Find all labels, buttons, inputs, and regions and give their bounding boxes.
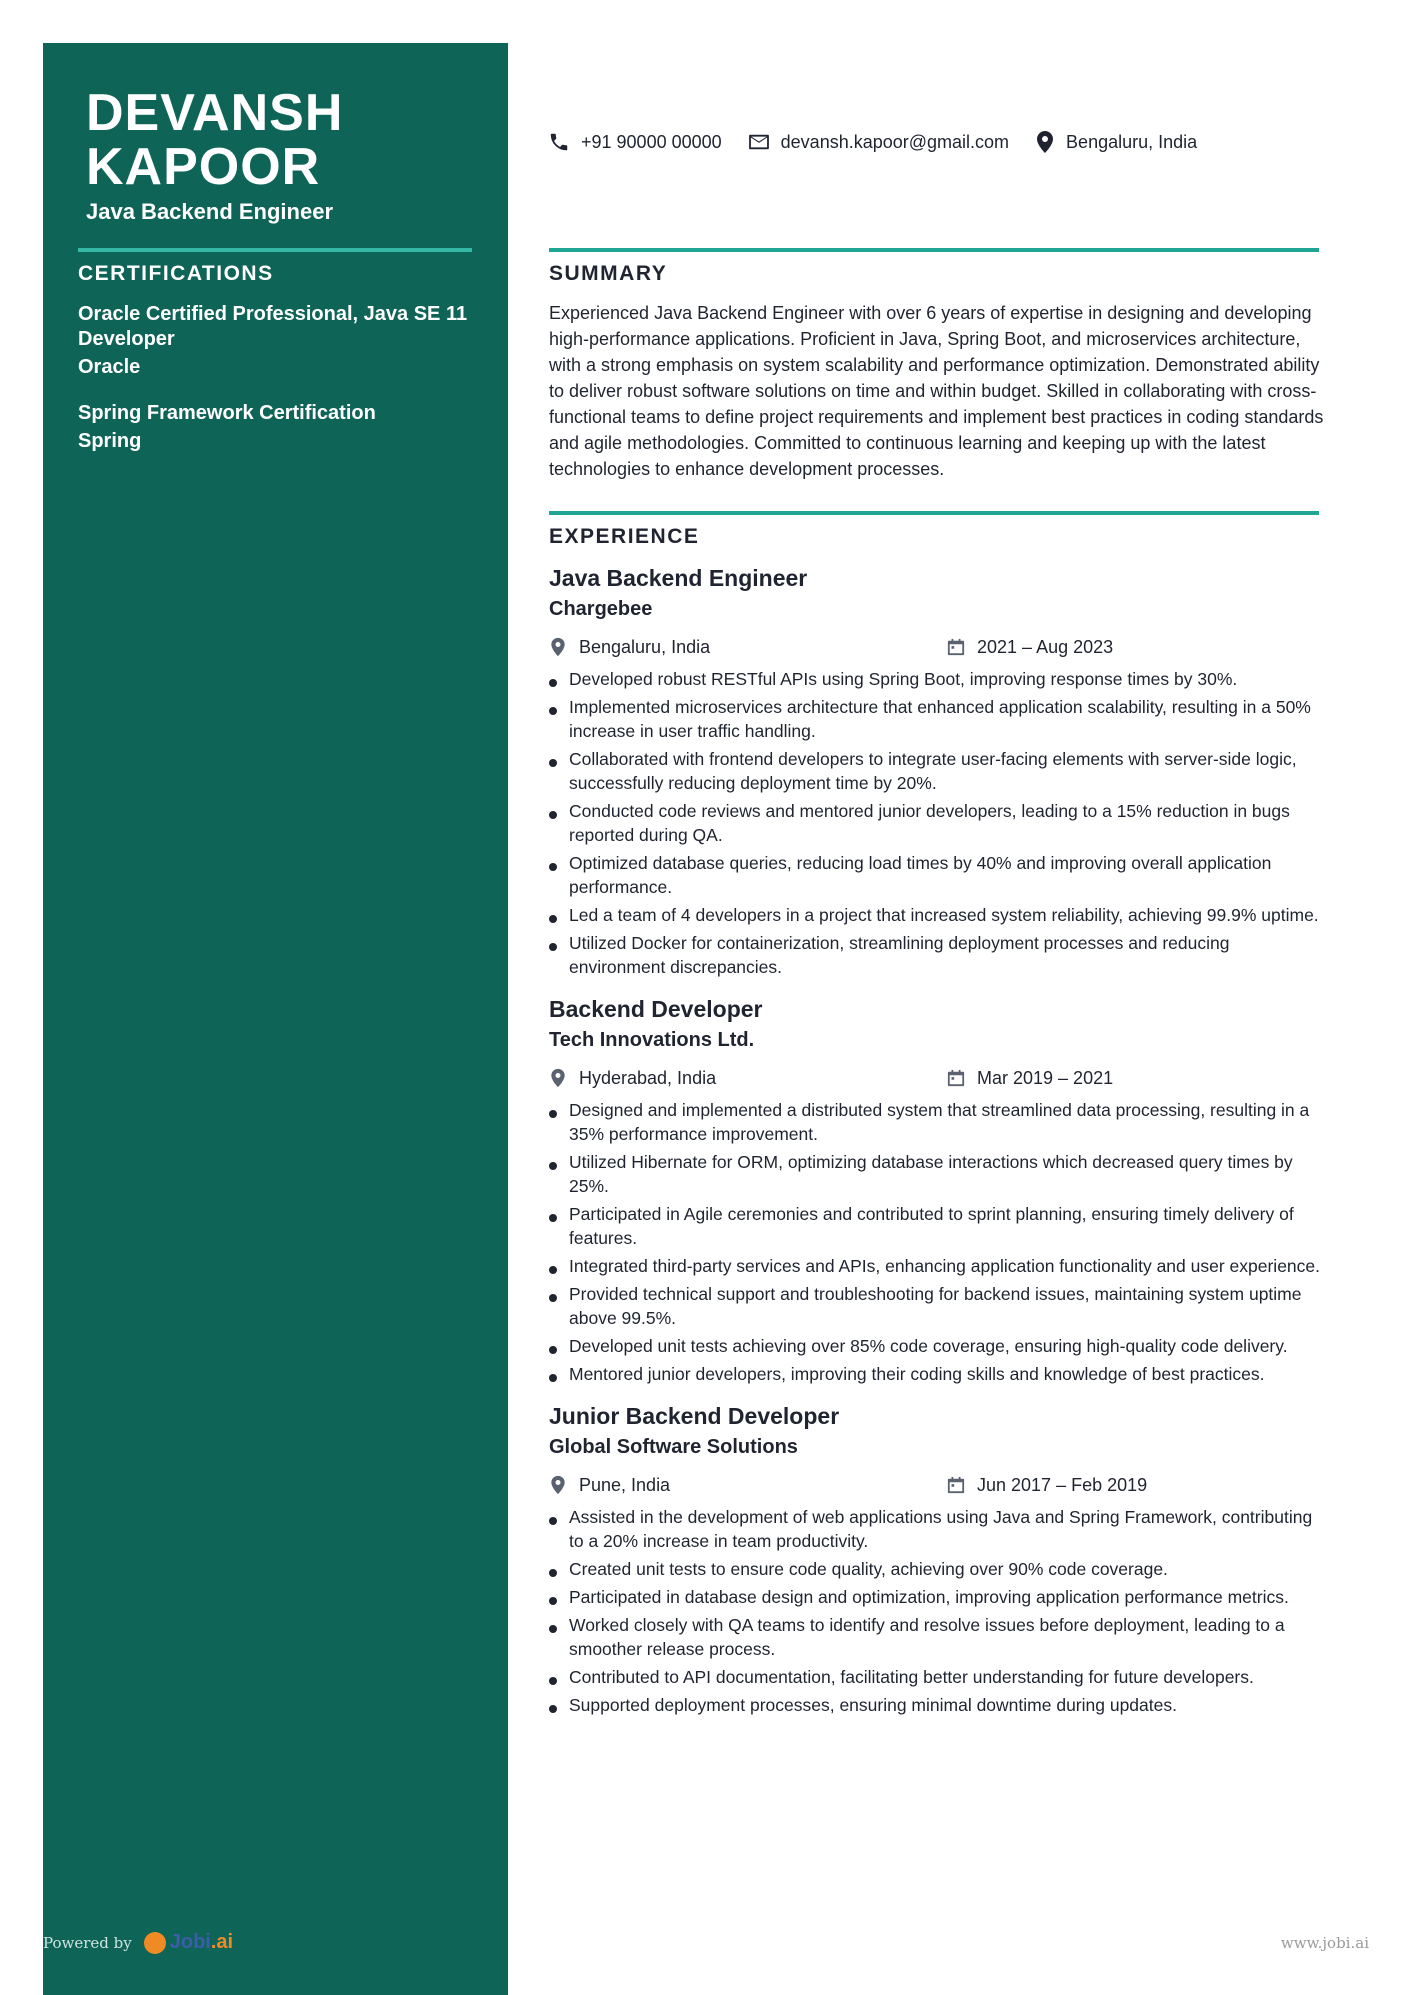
experience-divider (549, 511, 1319, 515)
location-pin-icon (549, 637, 567, 657)
job-bullet: Participated in Agile ceremonies and contributed to sprint planning, ensuring timely delivery of features. (549, 1202, 1324, 1250)
job-bullet: Designed and implemented a distributed system that streamlined data processing, resulting in a 35% performance improvement. (549, 1098, 1324, 1146)
job-dates-text: 2021 – Aug 2023 (977, 636, 1114, 657)
job-title: Junior Backend Developer (549, 1403, 840, 1429)
job-location (549, 1475, 947, 1496)
email-text[interactable]: devansh.kapoor@gmail.com (780, 131, 1010, 152)
job-meta (549, 1066, 1324, 1090)
contact-phone (548, 131, 722, 153)
powered-by-text: Powered by (43, 1933, 132, 1952)
job-title: Java Backend Engineer (549, 565, 808, 591)
job-location (549, 637, 947, 658)
logo-jobi-text: Jobi (169, 1931, 211, 1953)
site-link[interactable]: www.jobi.ai (1280, 1934, 1369, 1952)
job-bullet: Assisted in the development of web applications using Java and Spring Framework, contributing to a 20% increase in team productivity. (549, 1505, 1324, 1553)
certification-name: Spring Framework Certification (78, 402, 376, 424)
job-entry (549, 563, 1324, 979)
job-dates (947, 1068, 1113, 1089)
job-location (549, 1068, 947, 1089)
calendar-icon (947, 638, 965, 656)
job-entry (549, 1401, 1324, 1717)
job-dates-text: Mar 2019 – 2021 (977, 1067, 1114, 1088)
job-bullet: Developed robust RESTful APIs using Spring Boot, improving response times by 30%. (549, 667, 1324, 691)
calendar-icon (947, 1476, 965, 1494)
job-bullet: Created unit tests to ensure code quality, achieving over 90% code coverage. (549, 1557, 1324, 1581)
email-icon (748, 133, 770, 151)
job-title: Backend Developer (549, 996, 763, 1022)
phone-text[interactable]: +91 90000 00000 (581, 131, 722, 152)
job-bullet: Utilized Hibernate for ORM, optimizing database interactions which decreased query times by 25%. (549, 1150, 1324, 1198)
jobi-logo[interactable] (144, 1931, 233, 1954)
job-bullet: Implemented microservices architecture that enhanced application scalability, resulting in a 50% increase in user traffic handling. (549, 695, 1324, 743)
job-dates (947, 1475, 1147, 1496)
sidebar-divider (78, 248, 472, 252)
location-pin-icon (549, 1475, 567, 1495)
job-meta (549, 635, 1324, 659)
candidate-name (86, 86, 343, 194)
contact-location (1035, 130, 1197, 154)
job-bullet: Participated in database design and optimization, improving application performance metrics. (549, 1585, 1324, 1609)
certifications-list (78, 302, 478, 475)
first-name: DEVANSH (86, 84, 344, 142)
experience-list (549, 563, 1324, 1732)
job-bullets (549, 1505, 1324, 1717)
location-pin-icon (1035, 130, 1055, 154)
contact-email (748, 132, 1009, 153)
location-text: Bengaluru, India (1066, 131, 1198, 152)
certifications-heading: CERTIFICATIONS (78, 262, 274, 285)
job-dates (947, 637, 1113, 658)
job-location-text: Pune, India (579, 1474, 671, 1495)
certification-name: Oracle Certified Professional, Java SE 11 Developer (78, 303, 468, 350)
last-name: KAPOOR (86, 138, 321, 196)
job-bullets (549, 667, 1324, 979)
job-location-text: Bengaluru, India (579, 636, 711, 657)
logo-ai-text: .ai (210, 1931, 234, 1953)
candidate-role: Java Backend Engineer (86, 199, 334, 224)
job-bullet: Integrated third-party services and APIs, enhancing application functionality and user experience. (549, 1254, 1324, 1278)
summary-text: Experienced Java Backend Engineer with over 6 years of expertise in designing and developing high-performance applications. Proficient in Java, Spring Boot, and microservices architecture, with a strong emphasis on system scalability and performance optimization. Demonstrated ability to deliver robust software solutions on time and within budget. Skilled in collaborating with cross-functional teams to define project requirements and implement best practices in coding standards and agile methodologies. Committed to continuous learning and keeping up with the latest technologies to enhance development processes. (549, 303, 1324, 479)
summary-divider (549, 248, 1319, 252)
job-bullet: Provided technical support and troubleshooting for backend issues, maintaining system uptime above 99.5%. (549, 1282, 1324, 1330)
certification-issuer: Oracle (78, 356, 141, 378)
job-bullet: Worked closely with QA teams to identify and resolve issues before deployment, leading to a smoother release process. (549, 1613, 1324, 1661)
job-bullet: Optimized database queries, reducing load times by 40% and improving overall application performance. (549, 851, 1324, 899)
job-bullet: Collaborated with frontend developers to integrate user-facing elements with server-side logic, successfully reducing deployment time by 20%. (549, 747, 1324, 795)
summary-heading: SUMMARY (549, 262, 668, 285)
job-bullet: Contributed to API documentation, facilitating better understanding for future developers. (549, 1665, 1324, 1689)
job-bullet: Utilized Docker for containerization, streamlining deployment processes and reducing environment discrepancies. (549, 931, 1324, 979)
job-bullet: Supported deployment processes, ensuring minimal downtime during updates. (549, 1693, 1324, 1717)
location-pin-icon (549, 1068, 567, 1088)
calendar-icon (947, 1069, 965, 1087)
powered-by (43, 1931, 233, 1954)
job-company: Chargebee (549, 598, 653, 620)
job-company: Global Software Solutions (549, 1436, 798, 1458)
certification-item (78, 302, 478, 381)
job-entry (549, 994, 1324, 1386)
contact-bar (548, 130, 1223, 154)
job-bullet: Conducted code reviews and mentored junior developers, leading to a 15% reduction in bugs reported during QA. (549, 799, 1324, 847)
certification-issuer: Spring (78, 430, 142, 452)
job-bullet: Led a team of 4 developers in a project that increased system reliability, achieving 99.9% uptime. (549, 903, 1324, 927)
job-location-text: Hyderabad, India (579, 1067, 717, 1088)
job-bullet: Mentored junior developers, improving their coding skills and knowledge of best practices. (549, 1362, 1324, 1386)
job-meta (549, 1473, 1324, 1497)
certification-item (78, 401, 478, 455)
job-bullets (549, 1098, 1324, 1386)
job-company: Tech Innovations Ltd. (549, 1029, 755, 1051)
phone-icon (548, 131, 570, 153)
job-dates-text: Jun 2017 – Feb 2019 (977, 1474, 1148, 1495)
job-bullet: Developed unit tests achieving over 85% code coverage, ensuring high-quality code delivery. (549, 1334, 1324, 1358)
experience-heading: EXPERIENCE (549, 525, 700, 548)
jobi-logo-icon (144, 1932, 166, 1954)
